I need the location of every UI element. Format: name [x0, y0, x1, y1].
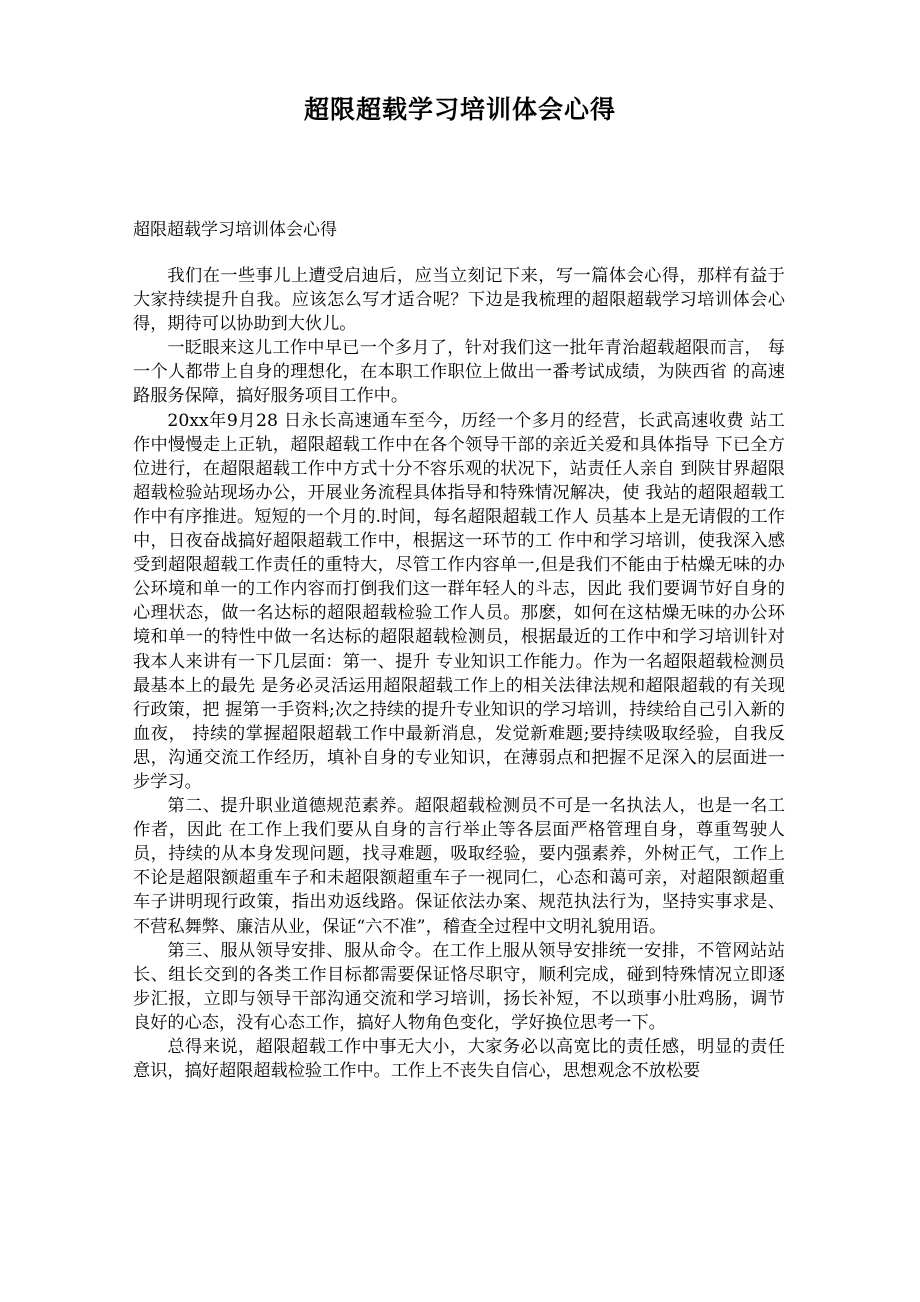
paragraph-summary: 总得来说，超限超载工作中事无大小，大家务必以高宽比的责任感，明显的责任意识，搞好超限超载检验工作中。工作上不丧失自信心，思想观念不放松要: [133, 1037, 785, 1082]
document-body: [133, 264, 785, 1083]
document-subtitle: 超限超载学习培训体会心得: [133, 220, 337, 240]
paragraph-intro: 我们在一些事儿上遭受启迪后，应当立刻记下来，写一篇体会心得，那样有益于大家持续提升自我。应该怎么写才适合呢？下边是我梳理的超限超载学习培训体会心得，期待可以协助到大伙儿。: [133, 266, 785, 335]
document-title: 超限超载学习培训体会心得: [303, 95, 616, 124]
paragraph-work-overview: 20xx年9月28 日永长高速通车至今，历经一个多月的经营，长武高速收费 站工作中慢慢走上正轨，超限超载工作中在各个领导干部的亲近关爱和具体指导 下已全方位进行，在超限超载工作中方式十分不容乐观的状况下，站责任人亲自 到陕甘界超限超载检验站现场办公，开展业务流程具体指导和特殊情况解决，使 我站的超限超载工作中有序推进。短短的一个月的.时间，每名超限超载工作人 员基本上是无请假的工作中，日夜奋战搞好超限超载工作中，根据这一环节的工 作中和学习培训，使我深入感受到超限超载工作责任的重特大，尽管工作内容单一,但是我们不能由于枯燥无味的办公环境和单一的工作内容而打倒我们这一群年轻人的斗志，因此 我们要调节好自身的心理状态，做一名达标的超限超载检验工作人员。那麽，如何在这枯燥无味的办公环境和单一的特性中做一名达标的超限超载检测员，根据最近的工作中和学习培训针对我本人来讲有一下几层面：第一、提升 专业知识工作能力。作为一名超限超载检测员最基本上的最先 是务必灵活运用超限超载工作上的相关法律法规和超限超载的有关现行政策，把 握第一手资料;次之持续的提升专业知识的学习培训，持续给自己引入新的血夜， 持续的掌握超限超载工作中最新消息，发觉新难题;要持续吸取经验，自我反思，沟通交流工作经历，填补自身的专业知识，在薄弱点和把握不足深入的层面进一步学习。: [133, 410, 785, 792]
paragraph-one-month: 一眨眼来这儿工作中早已一个多月了，针对我们这一批年青治超载超限而言， 每一个人都带上自身的理想化，在本职工作职位上做出一番考试成绩，为陕西省 的高速路服务保障，搞好服务项目工作中。: [133, 338, 785, 407]
paragraph-ethics: 第二、提升职业道德规范素养。超限超载检测员不可是一名执法人，也是一名工作者，因此 在工作上我们要从自身的言行举止等各层面严格管理自身，尊重驾驶人员，持续的从本身发现问题，找寻难题，吸取经验，要内强素养，外树正气，工作上不论是超限额超重车子和未超限额超重车子一视同仁，心态和蔼可亲，对超限额超重车子讲明现行政策，指出劝返线路。保证依法办案、规范执法行为，坚持实事求是、不营私舞弊、廉洁从业，保证“六不准”，稽查全过程中文明礼貌用语。: [133, 796, 785, 937]
paragraph-obedience: 第三、服从领导安排、服从命令。在工作上服从领导安排统一安排，不管网站站长、组长交到的各类工作目标都需要保证恪尽职守，顺利完成，碰到特殊情况立即逐步汇报，立即与领导干部沟通交流和学习培训，扬长补短，不以琐事小肚鸡肠，调节良好的心态，没有心态工作，搞好人物角色变化，学好换位思考一下。: [133, 940, 785, 1033]
